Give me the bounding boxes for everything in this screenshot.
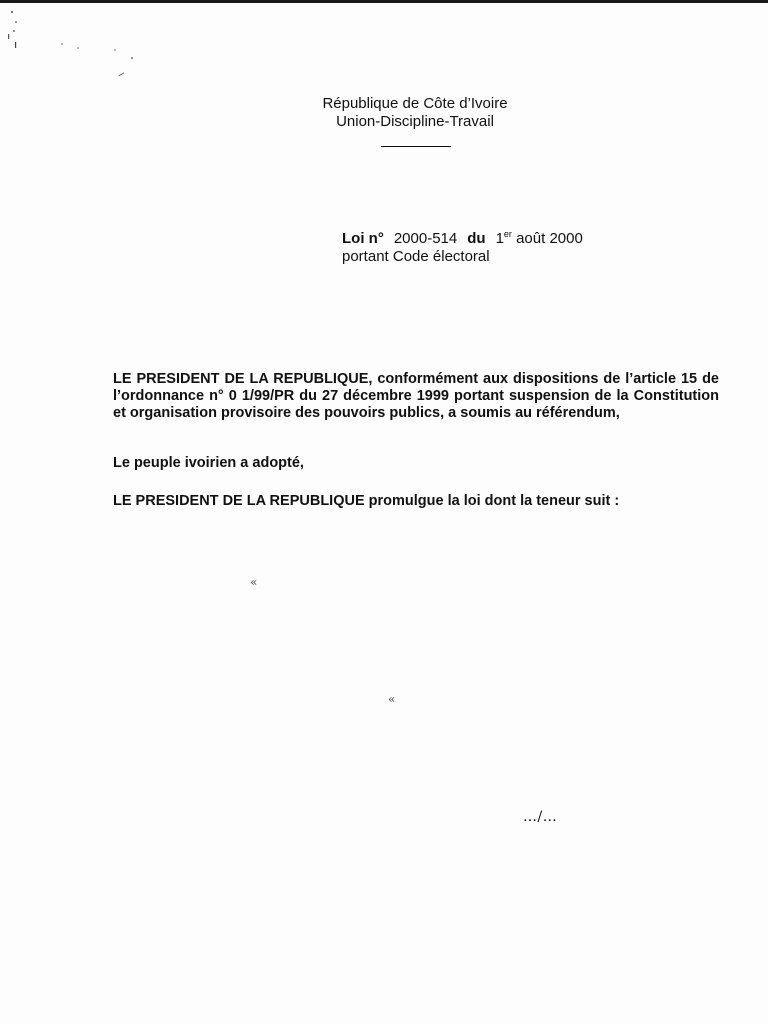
document-header: [260, 95, 570, 131]
header-divider: [381, 146, 451, 147]
national-motto: Union-Discipline-Travail: [336, 113, 494, 130]
country-name: République de Côte d’Ivoire: [322, 95, 508, 112]
law-day: 1: [495, 230, 504, 247]
stray-quote-mark: «: [388, 692, 396, 706]
scan-noise: [0, 0, 160, 90]
law-subject: portant Code électoral: [342, 248, 490, 265]
law-date: août 2000: [516, 230, 583, 247]
law-title-block: [342, 230, 702, 266]
page-continuation-marker: …/…: [523, 809, 558, 825]
promulgation-paragraph: LE PRESIDENT DE LA REPUBLIQUE promulgue la loi dont la teneur suit :: [113, 493, 620, 509]
stray-quote-mark: «: [250, 575, 258, 589]
law-day-suffix: er: [503, 229, 512, 239]
law-reference: [342, 230, 702, 248]
law-prefix: Loi n°: [342, 230, 384, 247]
preamble-paragraph: LE PRESIDENT DE LA REPUBLIQUE, conformément aux dispositions de l’article 15 de l’ordonnance n° 0 1/99/PR du 27 décembre 1999 portant suspension de la Constitution et organisation provisoire des pouvoirs publics, a soumis au référendum,: [113, 371, 719, 421]
law-du: du: [467, 230, 486, 247]
law-number: 2000-514: [393, 230, 458, 247]
adoption-paragraph: Le peuple ivoirien a adopté,: [113, 455, 304, 471]
